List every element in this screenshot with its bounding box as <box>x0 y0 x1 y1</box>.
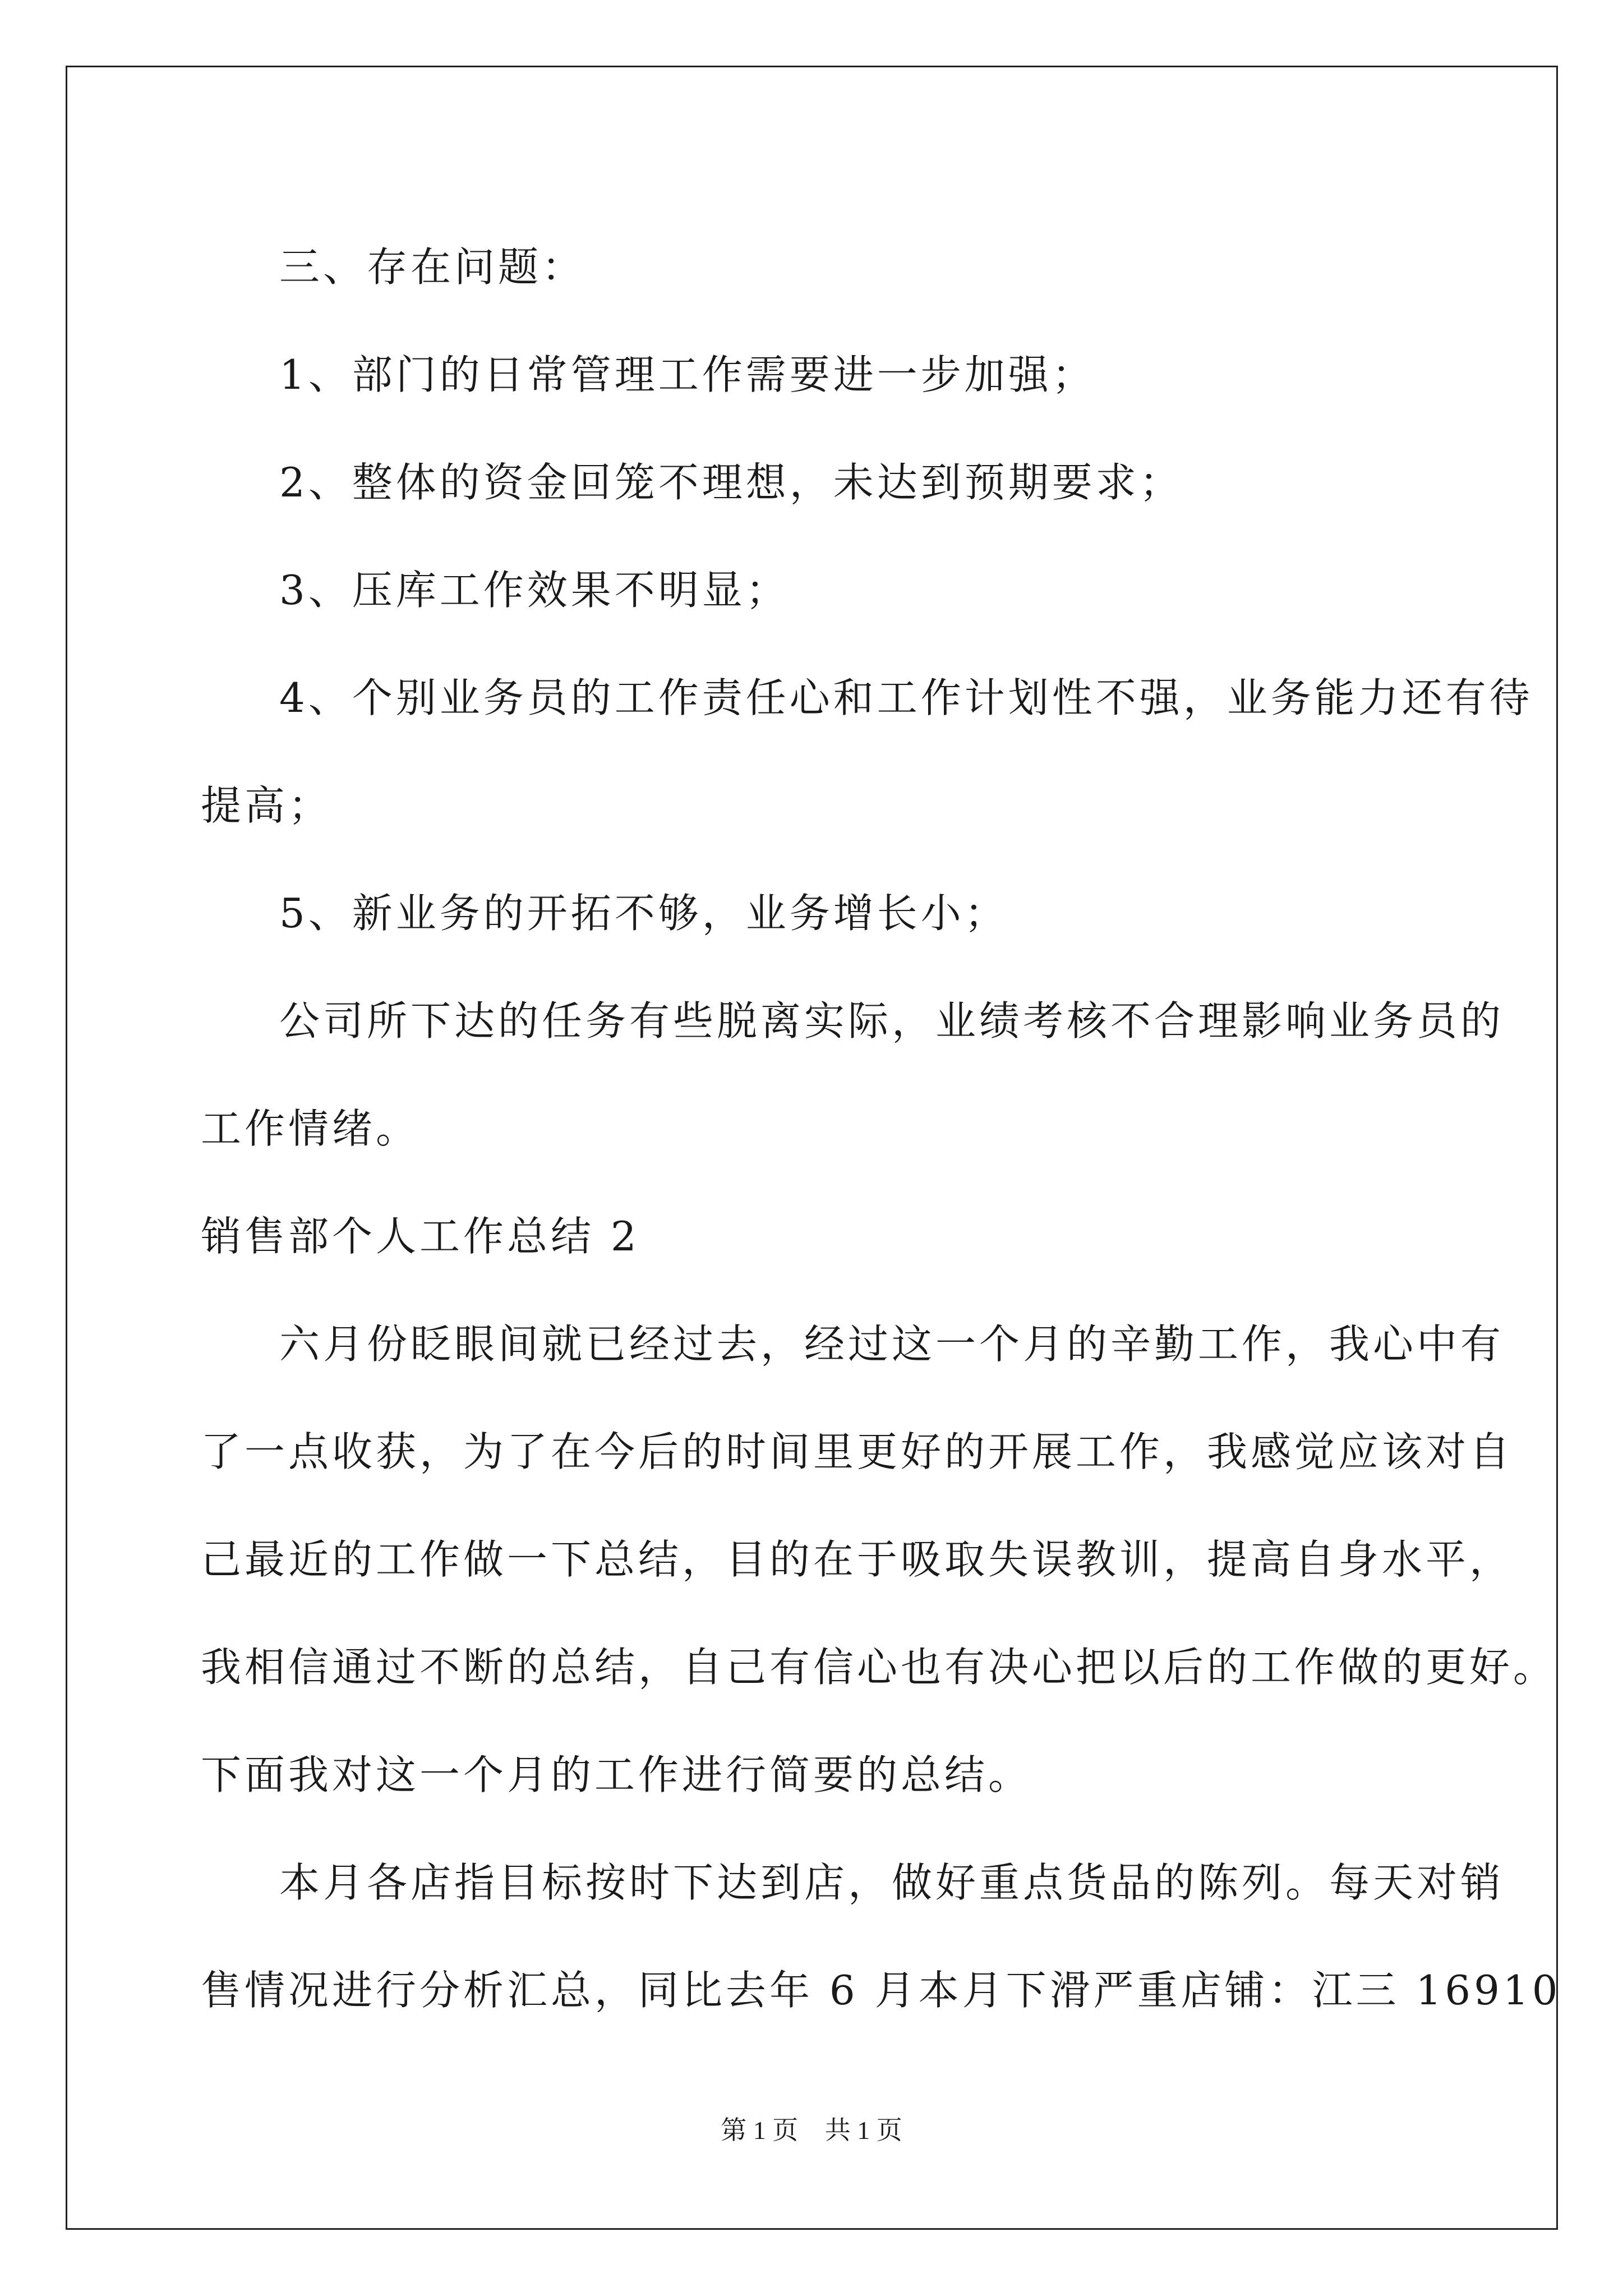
list-item-3: 3、压库工作效果不明显； <box>279 567 790 614</box>
document-body <box>201 213 1561 2044</box>
paragraph-stores-line-1: 本月各店指目标按时下达到店，做好重点货品的陈列。每天对销 <box>279 1859 1505 1906</box>
page-number-total: 共 1 页 <box>824 2116 902 2145</box>
list-item-2: 2、整体的资金回笼不理想，未达到预期要求； <box>279 459 1183 506</box>
section-heading-problems: 三、存在问题： <box>279 243 586 291</box>
list-item-5: 5、新业务的开拓不够，业务增长小； <box>279 890 1008 937</box>
page-footer <box>0 2114 1623 2147</box>
page-number-current: 第 1 页 <box>721 2116 799 2145</box>
paragraph-company-tasks-continued: 工作情绪。 <box>201 1105 420 1152</box>
paragraph-june-line-3: 己最近的工作做一下总结，目的在于吸取失误教训，提高自身水平， <box>201 1536 1514 1583</box>
list-item-4-continued: 提高； <box>201 782 333 829</box>
paragraph-company-tasks: 公司所下达的任务有些脱离实际，业绩考核不合理影响业务员的 <box>279 997 1505 1045</box>
paragraph-june-line-1: 六月份眨眼间就已经过去，经过这一个月的辛勤工作，我心中有 <box>279 1320 1505 1368</box>
paragraph-june-line-4: 我相信通过不断的总结，自己有信心也有决心把以后的工作做的更好。 <box>201 1644 1557 1691</box>
list-item-1: 1、部门的日常管理工作需要进一步加强； <box>279 351 1096 398</box>
paragraph-june-line-2: 了一点收获，为了在今后的时间里更好的开展工作，我感觉应该对自 <box>201 1428 1514 1475</box>
paragraph-june-line-5: 下面我对这一个月的工作进行简要的总结。 <box>201 1751 1032 1798</box>
section-title-summary-2: 销售部个人工作总结 2 <box>201 1213 640 1260</box>
paragraph-stores-line-2: 售情况进行分析汇总，同比去年 6 月本月下滑严重店铺：江三 16910 <box>201 1967 1561 2014</box>
list-item-4: 4、个别业务员的工作责任心和工作计划性不强，业务能力还有待 <box>279 674 1533 721</box>
